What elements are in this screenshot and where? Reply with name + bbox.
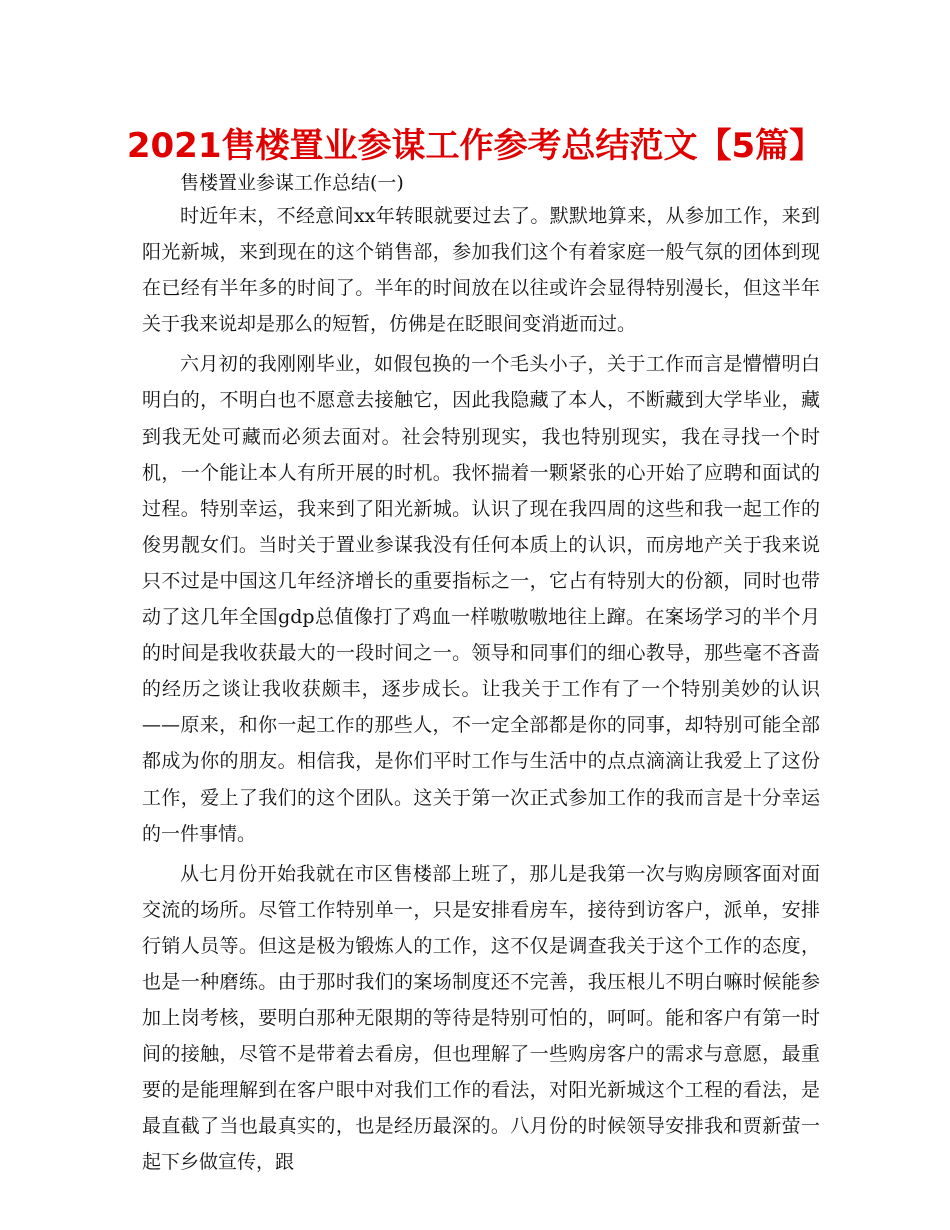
section-heading: 售楼置业参谋工作总结(一): [180, 172, 404, 194]
document-title: 2021售楼置业参谋工作参考总结范文【5篇】: [126, 126, 824, 166]
paragraph-1: 时近年末，不经意间xx年转眼就要过去了。默默地算来，从参加工作，来到阳光新城，来到现在的这个销售部，参加我们这个有着家庭一般气氛的团体到现在已经有半年多的时间了。半年的时间放在以往或许会显得特别漫长，但这半年关于我来说却是那么的短暂，仿佛是在眨眼间变消逝而过。: [142, 205, 820, 336]
document-body: [142, 198, 820, 1181]
paragraph-3: 从七月份开始我就在市区售楼部上班了，那儿是我第一次与购房顾客面对面交流的场所。尽管工作特别单一，只是安排看房车，接待到访客户，派单，安排行销人员等。但这是极为锻炼人的工作，这不仅是调查我关于这个工作的态度，也是一种磨练。由于那时我们的案场制度还不完善，我压根儿不明白嘛时候能参加上岗考核，要明白那种无限期的等待是特别可怕的，呵呵。能和客户有第一时间的接触，尽管不是带着去看房，但也理解了一些购房客户的需求与意愿，最重要的是能理解到在客户眼中对我们工作的看法，对阳光新城这个工程的看法，是最直截了当也最真实的，也是经历最深的。八月份的时候领导安排我和贾新萤一起下乡做宣传，跟: [142, 862, 820, 1174]
paragraph-2: 六月初的我刚刚毕业，如假包换的一个毛头小子，关于工作而言是懵懵明白明白的，不明白也不愿意去接触它，因此我隐藏了本人，不断藏到大学毕业，藏到我无处可藏而必须去面对。社会特别现实，我也特别现实，我在寻找一个时机，一个能让本人有所开展的时机。我怀揣着一颗紧张的心开始了应聘和面试的过程。特别幸运，我来到了阳光新城。认识了现在我四周的这些和我一起工作的俊男靓女们。当时关于置业参谋我没有任何本质上的认识，而房地产关于我来说只不过是中国这几年经济增长的重要指标之一，它占有特别大的份额，同时也带动了这几年全国gdp总值像打了鸡血一样嗷嗷嗷地往上蹿。在案场学习的半个月的时间是我收获最大的一段时间之一。领导和同事们的细心教导，那些毫不吝啬的经历之谈让我收获颇丰，逐步成长。让我关于工作有了一个特别美妙的认识——原来，和你一起工作的那些人，不一定全部都是你的同事，却特别可能全部都成为你的朋友。相信我，是你们平时工作与生活中的点点滴滴让我爱上了这份工作，爱上了我们的这个团队。这关于第一次正式参加工作的我而言是十分幸运的一件事情。: [142, 353, 820, 845]
